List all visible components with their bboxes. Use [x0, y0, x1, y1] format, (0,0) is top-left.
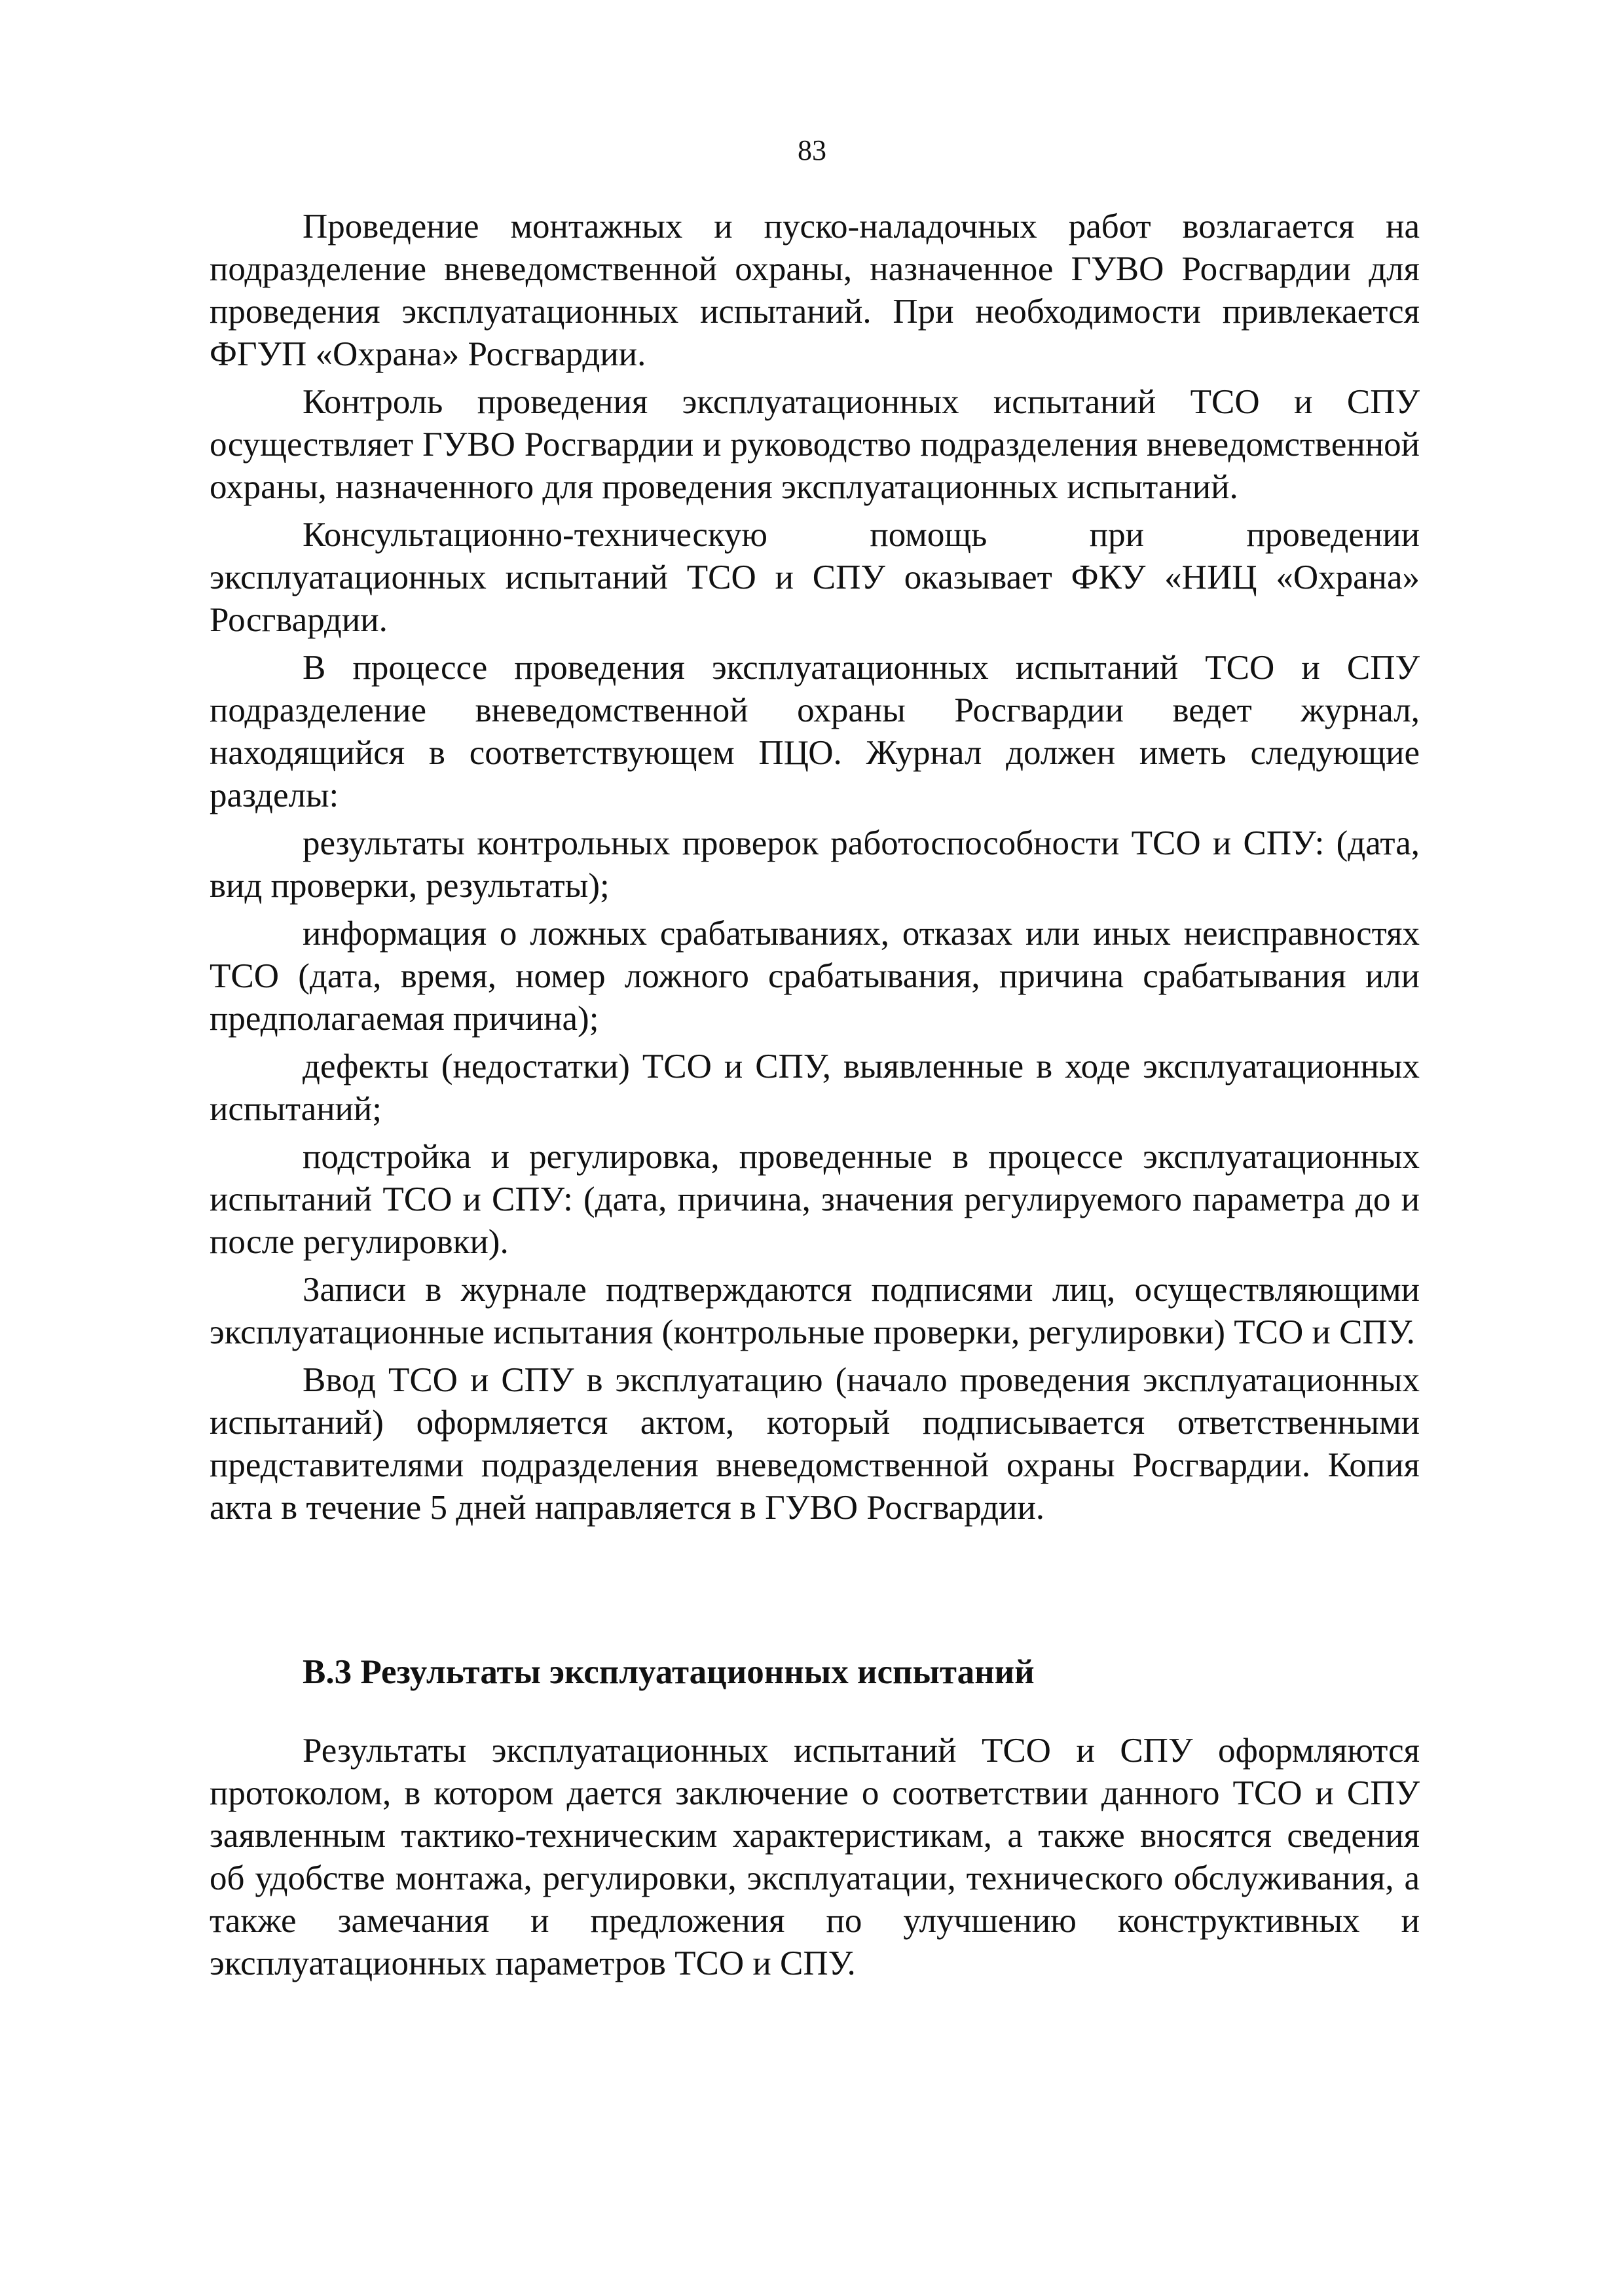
paragraph-journal-signatures: Записи в журнале подтверждаются подписями лиц, осуществляющими эксплуатационные испытания (контрольные проверки, регулировки) ТСО и СПУ.	[210, 1271, 1420, 1351]
list-item-false-alarms: информация о ложных срабатываниях, отказах или иных неисправностях ТСО (дата, время, номер ложного срабатывания, причина срабатывания или предполагаемая причина);	[210, 915, 1420, 1038]
paragraph-results: Результаты эксплуатационных испытаний ТСО и СПУ оформляются протоколом, в котором дается заключение о соответствии данного ТСО и СПУ заявленным тактико-техническим характеристикам, а также вносятся сведения об удобстве монтажа, регулировки, эксплуатации, технического обслуживания, а также замечания и предложения по улучшению конструктивных и эксплуатационных параметров ТСО и СПУ.	[210, 1732, 1420, 1982]
list-item-defects: дефекты (недостатки) ТСО и СПУ, выявленные в ходе эксплуатационных испытаний;	[210, 1048, 1420, 1128]
paragraph-installation: Проведение монтажных и пуско-наладочных работ возлагается на подразделение вневедомственной охраны, назначенное ГУВО Росгвардии для проведения эксплуатационных испытаний. При необходимости привлекается ФГУП «Охрана» Росгвардии.	[210, 208, 1420, 373]
paragraph-control: Контроль проведения эксплуатационных испытаний ТСО и СПУ осуществляет ГУВО Росгвардии и руководство подразделения вневедомственной охраны, назначенного для проведения эксплуатационных испытаний.	[210, 383, 1420, 506]
body-text	[210, 206, 1420, 1529]
list-item-adjustments: подстройка и регулировка, проведенные в процессе эксплуатационных испытаний ТСО и СПУ: (дата, причина, значения регулируемого параметра до и после регулировки).	[210, 1138, 1420, 1261]
paragraph-commissioning: Ввод ТСО и СПУ в эксплуатацию (начало проведения эксплуатационных испытаний) оформляется актом, который подписывается ответственными представителями подразделения вневедомственной охраны Росгвардии. Копия акта в течение 5 дней направляется в ГУВО Росгвардии.	[210, 1361, 1420, 1527]
section-heading: В.3 Результаты эксплуатационных испытаний	[303, 1653, 1035, 1691]
paragraph-journal: В процессе проведения эксплуатационных испытаний ТСО и СПУ подразделение вневедомственной охраны Росгвардии ведет журнал, находящийся в соответствующем ПЦО. Журнал должен иметь следующие разделы:	[210, 649, 1420, 814]
page-number: 83	[798, 134, 826, 166]
list-item-check-results: результаты контрольных проверок работоспособности ТСО и СПУ: (дата, вид проверки, результаты);	[210, 824, 1420, 905]
section-body	[210, 1730, 1420, 1985]
paragraph-consulting: Консультационно-техническую помощь при проведении эксплуатационных испытаний ТСО и СПУ оказывает ФКУ «НИЦ «Охрана» Росгвардии.	[210, 516, 1420, 639]
